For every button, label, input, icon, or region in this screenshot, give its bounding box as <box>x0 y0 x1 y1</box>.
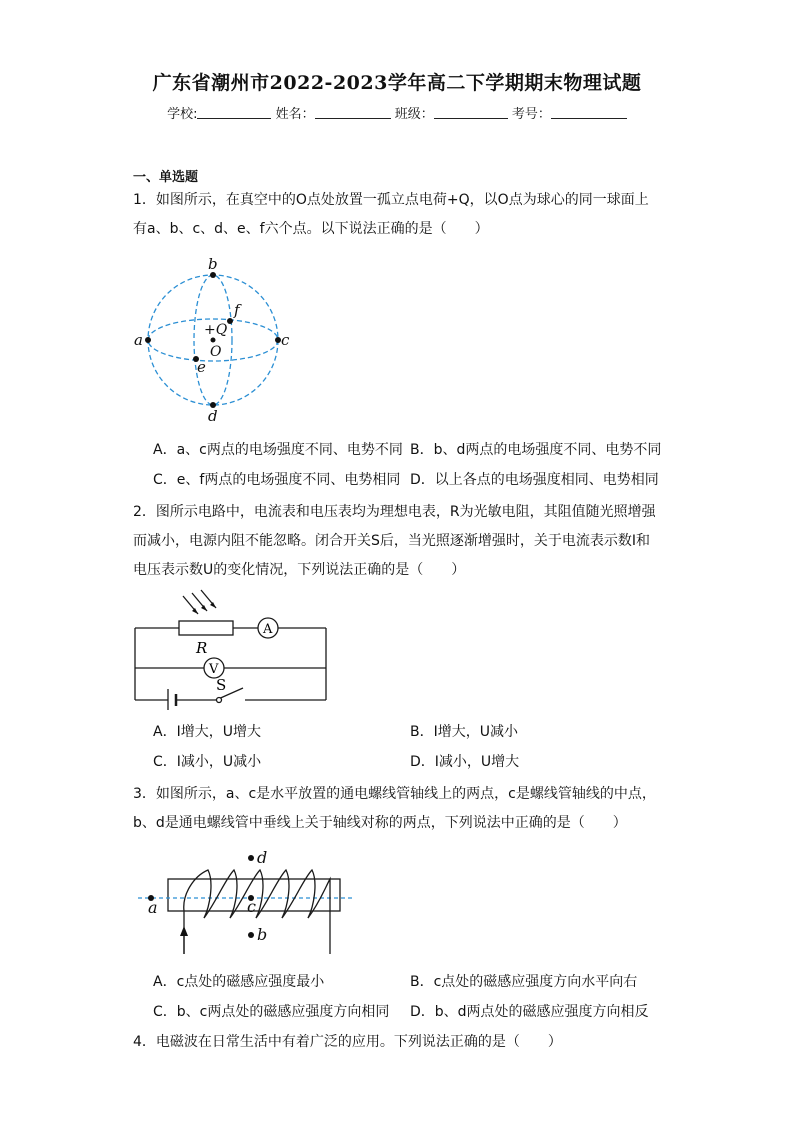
q1-option-b[interactable]: B．b、d两点的电场强度不同、电势不同 <box>410 442 662 458</box>
circuit-figure <box>130 588 340 710</box>
point-f <box>227 318 233 324</box>
question-3-text: 3．如图所示，a、c是水平放置的通电螺线管轴线上的两点，c是螺线管轴线的中点， b、d是通电螺线管中垂线上关于轴线对称的两点，下列说法中正确的是（ ） <box>133 786 656 831</box>
q2-option-d[interactable]: D．I减小，U增大 <box>410 754 520 770</box>
q3-option-c[interactable]: C．b、c两点处的磁感应强度方向相同 <box>153 1004 390 1020</box>
sphere-figure <box>130 252 300 427</box>
light-arrowhead-2 <box>201 605 207 611</box>
solenoid-figure <box>130 846 360 956</box>
label-r: R <box>196 639 208 657</box>
resistor-r <box>179 621 233 635</box>
light-arrowhead-1 <box>192 608 198 614</box>
light-arrowhead-3 <box>210 602 216 608</box>
label-o: O <box>210 344 222 360</box>
number-label: 考号： <box>511 107 551 122</box>
label-f: f <box>234 301 240 319</box>
label-ammeter: A <box>263 622 273 637</box>
label-voltmeter: V <box>209 662 219 677</box>
label-e: e <box>197 358 206 376</box>
point-b <box>248 932 254 938</box>
label-switch: S <box>216 676 227 694</box>
name-label: 姓名： <box>275 107 315 122</box>
q1-option-d[interactable]: D．以上各点的电场强度相同、电势相同 <box>410 472 659 488</box>
section-title: 一、单选题 <box>133 170 199 185</box>
question-2-text: 2．图所示电路中，电流表和电压表均为理想电表，R为光敏电阻，其阻值随光照增强 而减小，电源内阻不能忽略。闭合开关S后，当光照逐渐增强时，关于电流表示数I和 电压表示数U的变化情况，下列说法正确的是（ ） <box>133 504 656 578</box>
label-d: d <box>257 848 268 867</box>
point-a <box>145 337 151 343</box>
school-field[interactable] <box>197 106 271 119</box>
q3-option-d[interactable]: D．b、d两点处的磁感应强度方向相反 <box>410 1004 649 1020</box>
class-field[interactable] <box>434 106 508 119</box>
label-b: b <box>257 925 268 944</box>
label-c: c <box>281 331 290 349</box>
label-a: a <box>148 898 158 917</box>
q2-option-c[interactable]: C．I减小，U减小 <box>153 754 262 770</box>
label-b: b <box>208 255 218 273</box>
student-info-line <box>0 103 794 122</box>
q3-option-a[interactable]: A．c点处的磁感应强度最小 <box>153 974 325 990</box>
number-field[interactable] <box>551 106 627 119</box>
question-1-text: 1．如图所示，在真空中的O点处放置一孤立点电荷+Q，以O点为球心的同一球面上 有a、b、c、d、e、f六个点。以下说法正确的是（ ） <box>133 192 649 237</box>
q1-option-c[interactable]: C．e、f两点的电场强度不同、电势相同 <box>153 472 401 488</box>
q2-option-a[interactable]: A．I增大，U增大 <box>153 724 261 740</box>
label-c: c <box>247 897 256 916</box>
point-o <box>211 338 216 343</box>
point-d <box>248 855 254 861</box>
q2-option-b[interactable]: B．I增大，U减小 <box>410 724 518 740</box>
page-title: 广东省潮州市2022-2023学年高二下学期期末物理试题 <box>152 72 642 94</box>
label-d: d <box>208 407 218 425</box>
q1-option-a[interactable]: A．a、c两点的电场强度不同、电势不同 <box>153 442 403 458</box>
name-field[interactable] <box>315 106 391 119</box>
label-plus-q: +Q <box>204 322 228 338</box>
school-label: 学校: <box>167 107 198 122</box>
q3-option-b[interactable]: B．c点处的磁感应强度方向水平向右 <box>410 974 638 990</box>
question-4-text: 4．电磁波在日常生活中有着广泛的应用。下列说法正确的是（ ） <box>133 1034 562 1050</box>
current-arrow <box>180 926 188 936</box>
label-a: a <box>134 331 143 349</box>
class-label: 班级： <box>394 107 434 122</box>
